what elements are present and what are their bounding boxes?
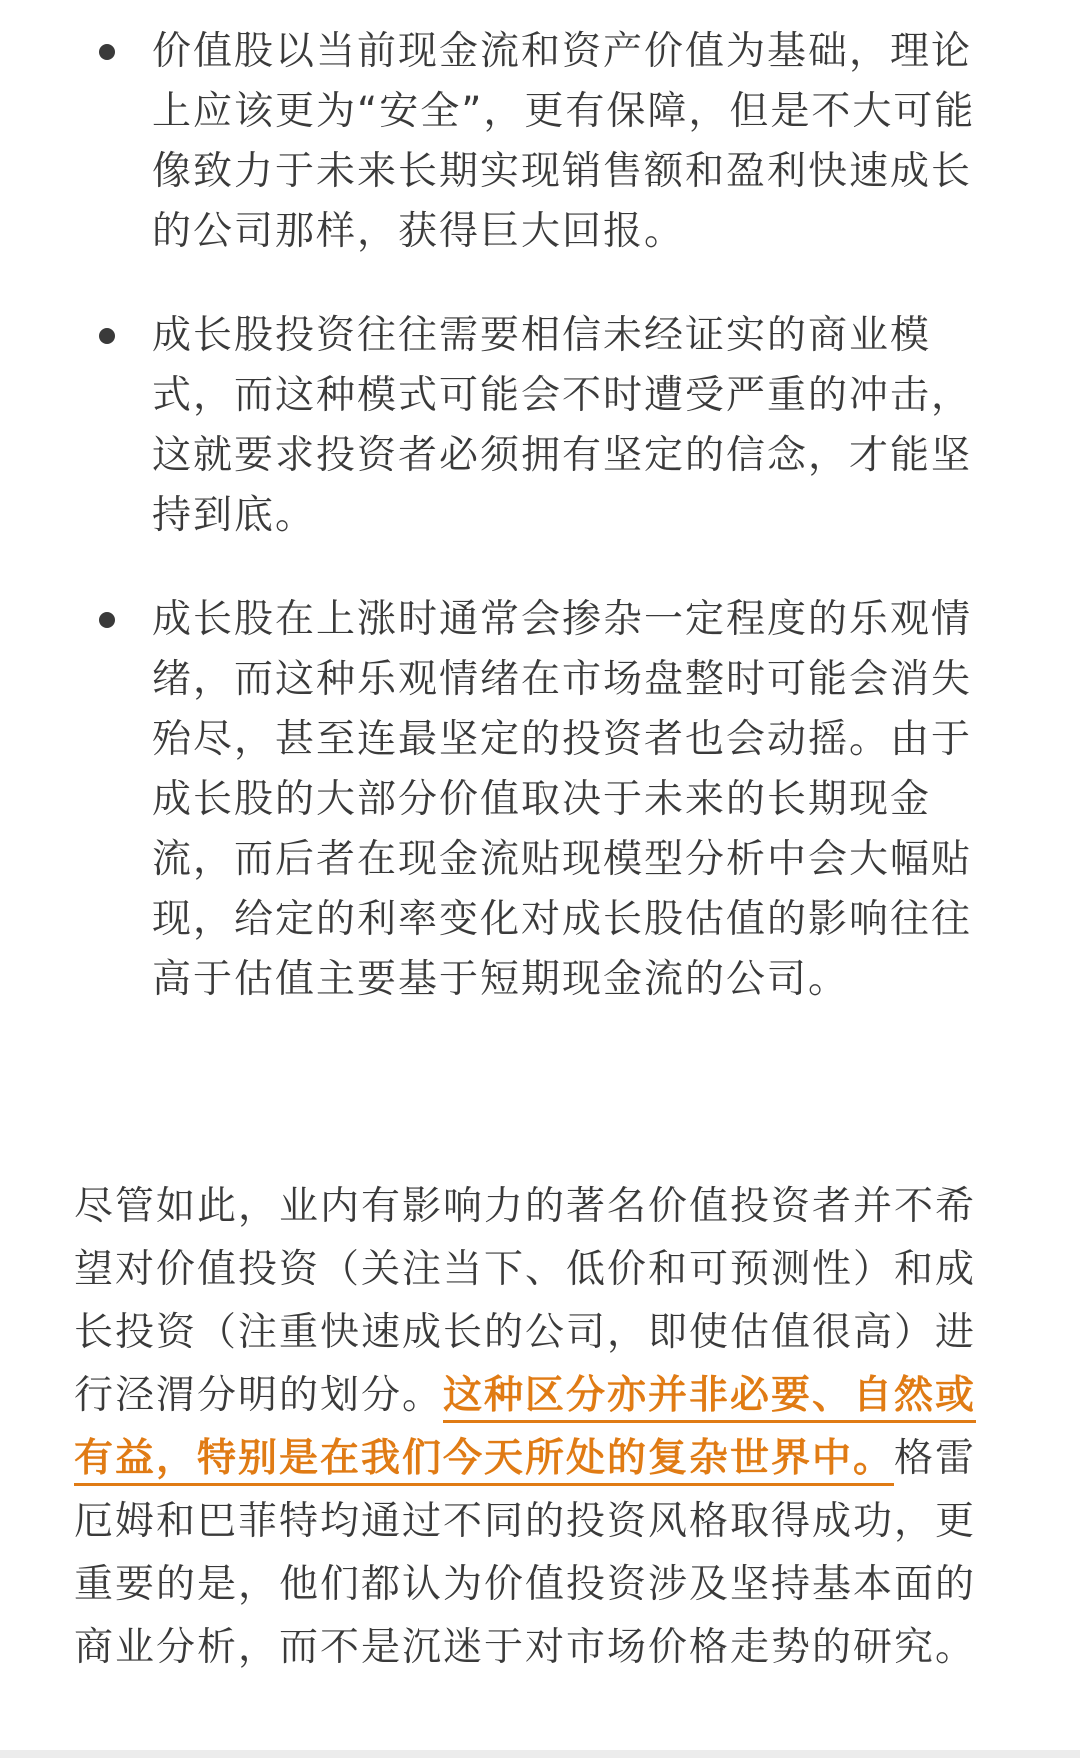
bullet-item bbox=[0, 22, 1080, 262]
bullet-text: 成长股投资往往需要相信未经证实的商业模式，而这种模式可能会不时遭受严重的冲击，这就要求投资者必须拥有坚定的信念，才能坚持到底。 bbox=[152, 313, 973, 538]
paragraph-text-after: 格雷厄姆和巴菲特均通过不同的投资风格取得成功，更重要的是，他们都认为价值投资涉及坚持基本面的商业分析，而不是沉迷于对市场价格走势的研究。 bbox=[74, 1436, 977, 1670]
bullet-item bbox=[0, 306, 1080, 546]
bottom-divider bbox=[0, 1750, 1080, 1758]
highlighted-sentence[interactable]: 这种区分亦并非必要、自然或有益，特别是在我们今天所处的复杂世界中。 bbox=[74, 1373, 976, 1486]
bullet-dot-icon bbox=[99, 612, 115, 628]
paragraph-text-before: 尽管如此，业内有影响力的著名价值投资者并不希望对价值投资（关注当下、低价和可预测性）和成长投资（注重快速成长的公司，即使估值很高）进行泾渭分明的划分。 bbox=[74, 1184, 977, 1418]
bullet-dot-icon bbox=[99, 44, 115, 60]
bullet-dot-icon bbox=[99, 328, 115, 344]
body-paragraph bbox=[74, 1175, 1014, 1679]
bullet-list bbox=[0, 22, 1080, 1054]
bullet-text: 成长股在上涨时通常会掺杂一定程度的乐观情绪，而这种乐观情绪在市场盘整时可能会消失殆尽，甚至连最坚定的投资者也会动摇。由于成长股的大部分价值取决于未来的长期现金流，而后者在现金流贴现模型分析中会大幅贴现，给定的利率变化对成长股估值的影响往往高于估值主要基于短期现金流的公司。 bbox=[152, 597, 973, 1002]
bullet-item bbox=[0, 590, 1080, 1010]
bullet-text: 价值股以当前现金流和资产价值为基础，理论上应该更为“安全”，更有保障，但是不大可能像致力于未来长期实现销售额和盈利快速成长的公司那样，获得巨大回报。 bbox=[152, 29, 976, 254]
